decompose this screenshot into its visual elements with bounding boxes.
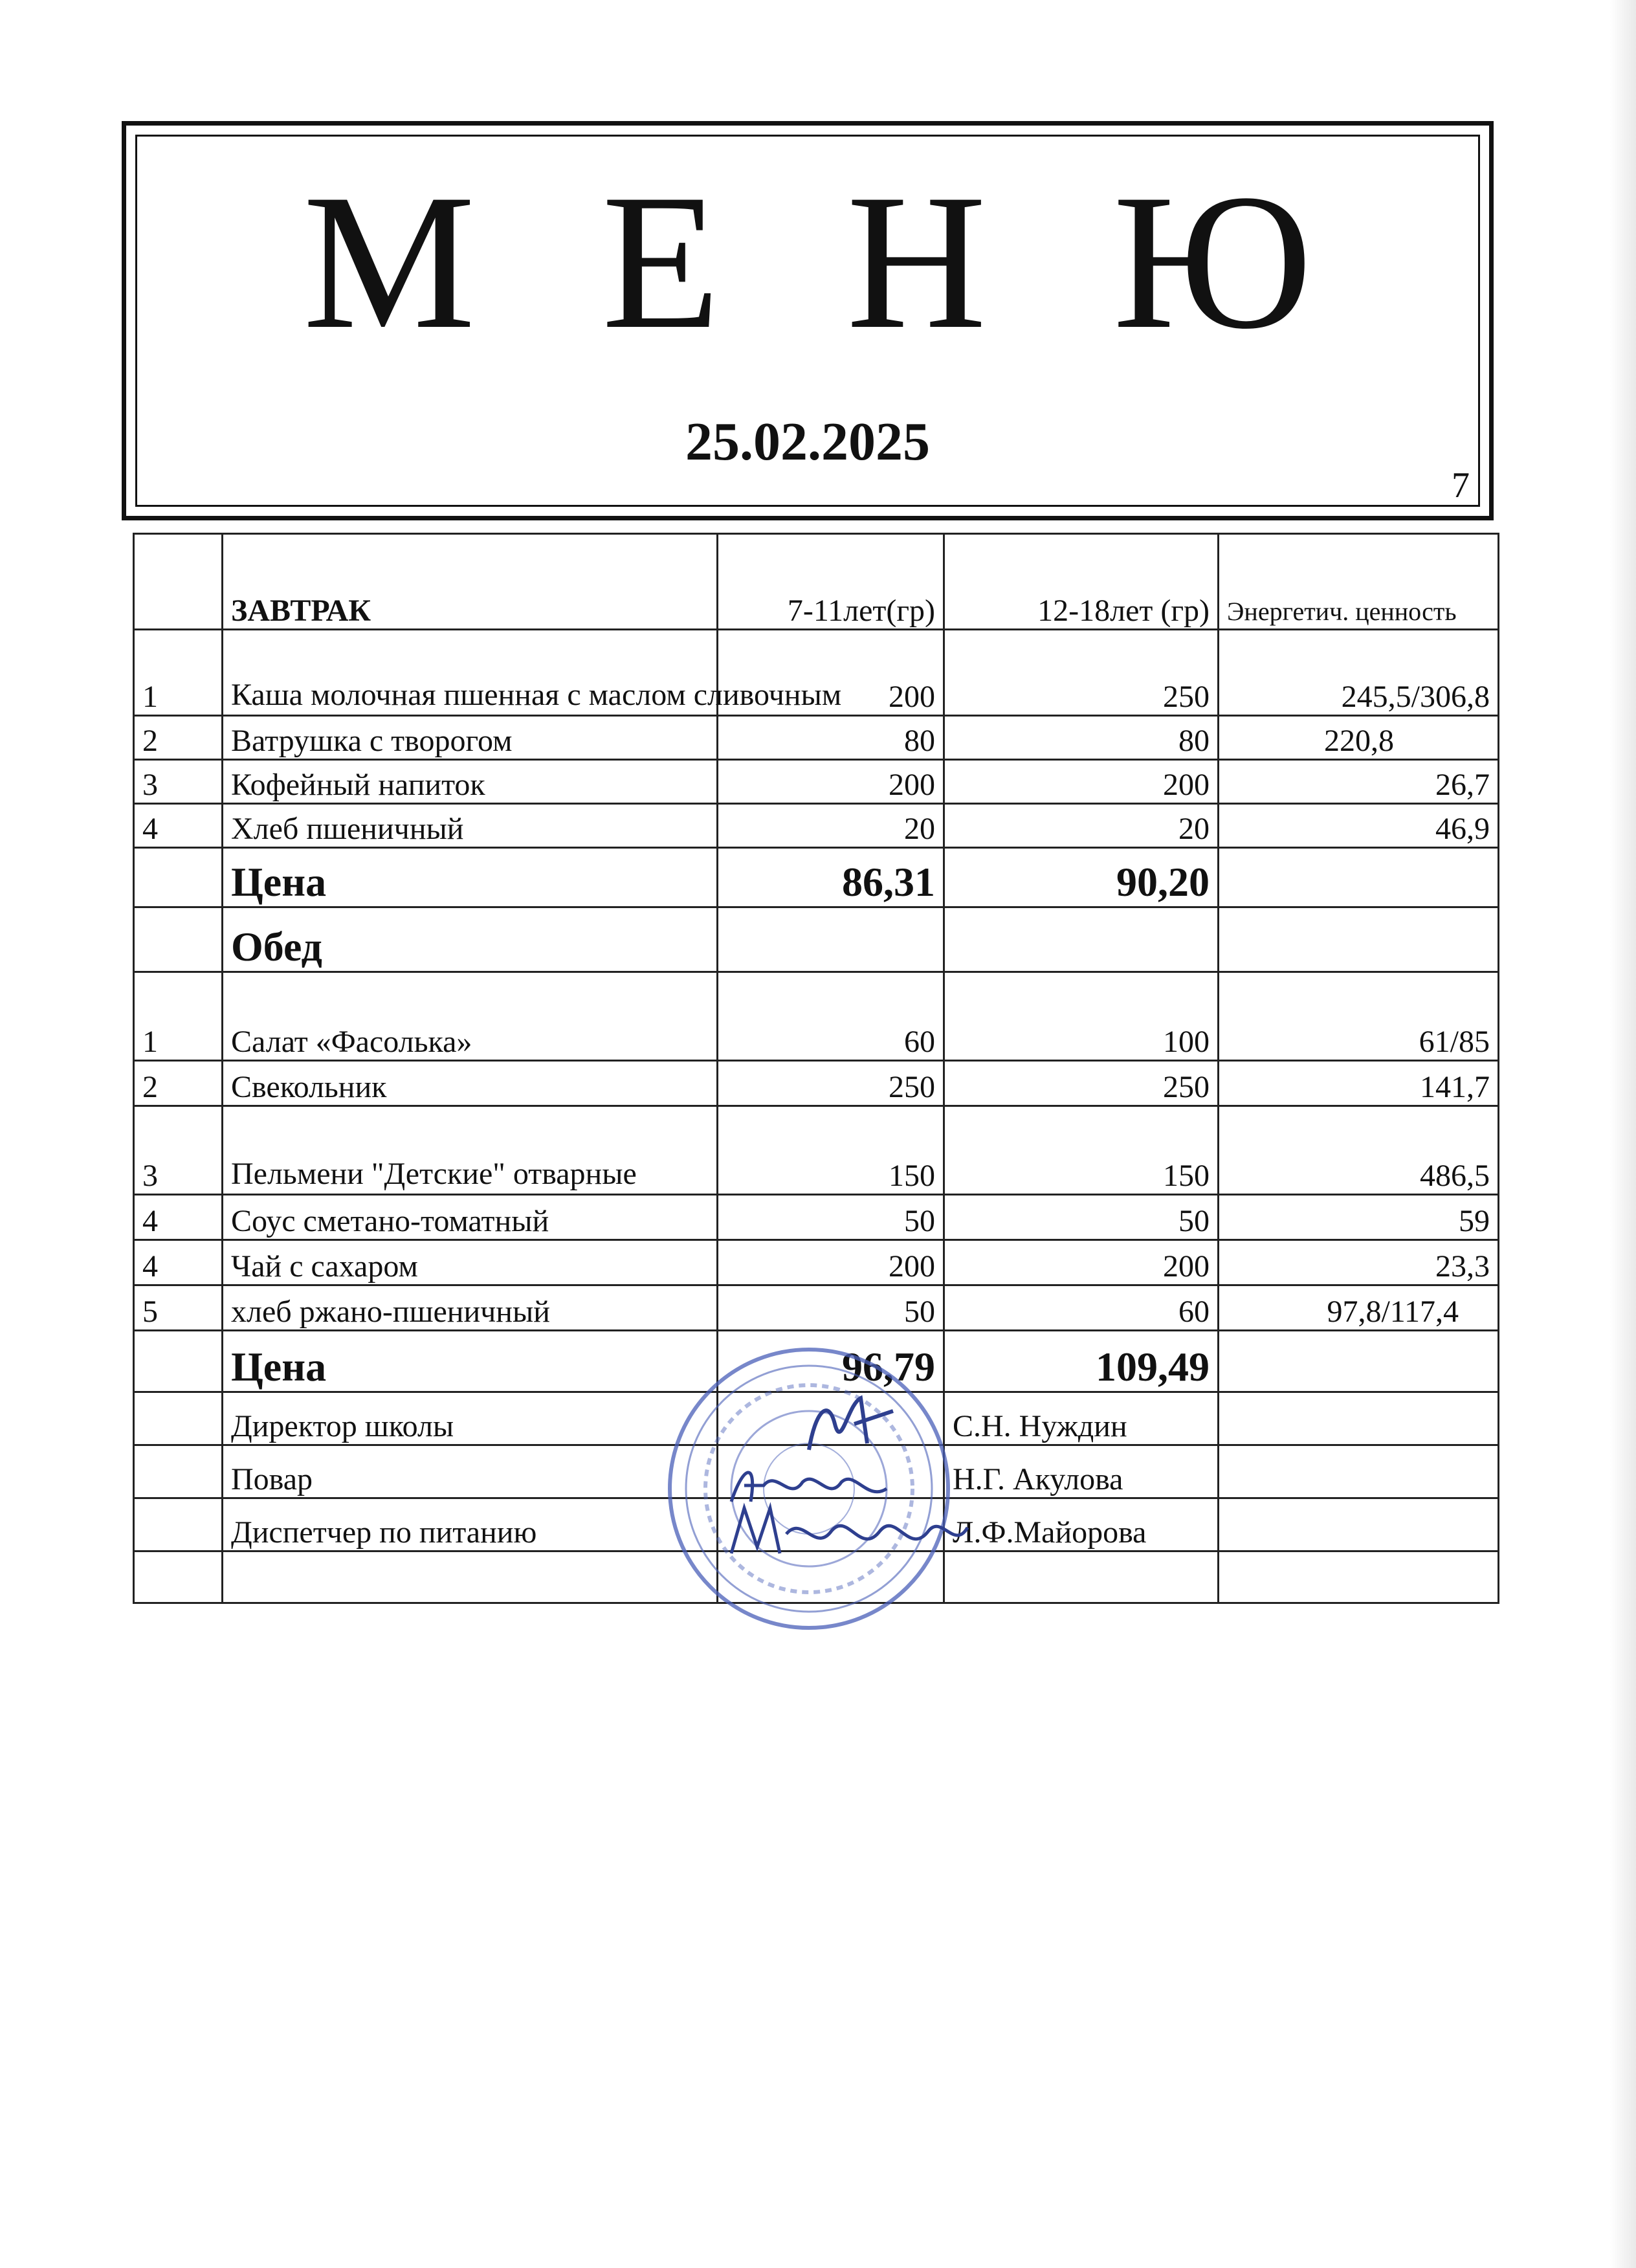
price-12-18: 109,49 bbox=[944, 1331, 1219, 1392]
dish-name: Кофейный напиток bbox=[223, 760, 718, 804]
table-row bbox=[134, 760, 1499, 804]
energy-value: 26,7 bbox=[1219, 760, 1499, 804]
empty-cell bbox=[223, 1551, 718, 1603]
row-number: 4 bbox=[134, 804, 223, 848]
portion-7-11: 250 bbox=[718, 1061, 944, 1106]
energy-value: 486,5 bbox=[1219, 1106, 1499, 1195]
menu-table bbox=[133, 533, 1499, 1604]
header-num-cell bbox=[134, 534, 223, 630]
table-row bbox=[134, 630, 1499, 716]
empty-cell bbox=[134, 1445, 223, 1498]
energy-value: 141,7 bbox=[1219, 1061, 1499, 1106]
row-number: 1 bbox=[134, 630, 223, 716]
portion-7-11: 50 bbox=[718, 1285, 944, 1331]
row-number: 5 bbox=[134, 1285, 223, 1331]
menu-date: 25.02.2025 bbox=[685, 412, 930, 472]
staff-row bbox=[134, 1445, 1499, 1498]
portion-7-11: 20 bbox=[718, 804, 944, 848]
empty-cell bbox=[1219, 1445, 1499, 1498]
table-row bbox=[134, 1285, 1499, 1331]
empty-cell bbox=[1219, 1551, 1499, 1603]
empty-cell bbox=[134, 1498, 223, 1551]
portion-7-11: 80 bbox=[718, 716, 944, 760]
price-label: Цена bbox=[223, 848, 718, 907]
portion-7-11: 60 bbox=[718, 972, 944, 1061]
empty-cell bbox=[134, 1551, 223, 1603]
empty-cell bbox=[1219, 1498, 1499, 1551]
empty-cell bbox=[718, 1551, 944, 1603]
empty-cell bbox=[1219, 848, 1499, 907]
empty-cell bbox=[1219, 1392, 1499, 1445]
table-row bbox=[134, 1106, 1499, 1195]
empty-cell bbox=[718, 907, 944, 972]
header-age-12-18: 12-18лет (гр) bbox=[944, 534, 1219, 630]
staff-row bbox=[134, 1392, 1499, 1445]
staff-role: Повар bbox=[223, 1445, 718, 1498]
portion-12-18: 250 bbox=[944, 630, 1219, 716]
energy-value: 97,8/117,4 bbox=[1219, 1285, 1499, 1331]
empty-cell bbox=[718, 1498, 944, 1551]
portion-12-18: 250 bbox=[944, 1061, 1219, 1106]
portion-7-11: 200 bbox=[718, 1240, 944, 1285]
portion-12-18: 200 bbox=[944, 760, 1219, 804]
dish-name: Каша молочная пшенная с маслом сливочным bbox=[223, 630, 718, 716]
lunch-price-row bbox=[134, 1331, 1499, 1392]
table-row bbox=[134, 972, 1499, 1061]
staff-name: Л.Ф.Майорова bbox=[944, 1498, 1219, 1551]
staff-name: Н.Г. Акулова bbox=[944, 1445, 1219, 1498]
table-row bbox=[134, 1195, 1499, 1240]
energy-value: 220,8 bbox=[1219, 716, 1499, 760]
empty-cell bbox=[1219, 907, 1499, 972]
portion-12-18: 50 bbox=[944, 1195, 1219, 1240]
row-number: 3 bbox=[134, 1106, 223, 1195]
lunch-title: Обед bbox=[223, 907, 718, 972]
portion-12-18: 20 bbox=[944, 804, 1219, 848]
empty-cell bbox=[944, 907, 1219, 972]
menu-title: М Е Н Ю bbox=[303, 154, 1351, 369]
portion-7-11: 50 bbox=[718, 1195, 944, 1240]
row-number: 2 bbox=[134, 716, 223, 760]
empty-cell bbox=[718, 1392, 944, 1445]
table-row bbox=[134, 1061, 1499, 1106]
price-7-11: 96,79 bbox=[718, 1331, 944, 1392]
dish-name: Чай с сахаром bbox=[223, 1240, 718, 1285]
empty-cell bbox=[134, 1331, 223, 1392]
dish-name: Пельмени "Детские" отварные bbox=[223, 1106, 718, 1195]
staff-role: Диспетчер по питанию bbox=[223, 1498, 718, 1551]
staff-role: Директор школы bbox=[223, 1392, 718, 1445]
energy-value: 61/85 bbox=[1219, 972, 1499, 1061]
price-7-11: 86,31 bbox=[718, 848, 944, 907]
empty-cell bbox=[134, 907, 223, 972]
energy-value: 23,3 bbox=[1219, 1240, 1499, 1285]
row-number: 3 bbox=[134, 760, 223, 804]
table-row bbox=[134, 804, 1499, 848]
dish-name: Свекольник bbox=[223, 1061, 718, 1106]
page-number: 7 bbox=[1452, 465, 1470, 506]
scan-edge-shadow bbox=[1610, 0, 1636, 2268]
price-12-18: 90,20 bbox=[944, 848, 1219, 907]
dish-name: Хлеб пшеничный bbox=[223, 804, 718, 848]
empty-cell bbox=[718, 1445, 944, 1498]
portion-12-18: 150 bbox=[944, 1106, 1219, 1195]
staff-row bbox=[134, 1498, 1499, 1551]
portion-7-11: 200 bbox=[718, 760, 944, 804]
empty-cell bbox=[1219, 1331, 1499, 1392]
portion-12-18: 60 bbox=[944, 1285, 1219, 1331]
lunch-section-row bbox=[134, 907, 1499, 972]
staff-name: С.Н. Нуждин bbox=[944, 1392, 1219, 1445]
portion-7-11: 150 bbox=[718, 1106, 944, 1195]
empty-cell bbox=[134, 1392, 223, 1445]
header-breakfast: ЗАВТРАК bbox=[223, 534, 718, 630]
energy-value: 59 bbox=[1219, 1195, 1499, 1240]
empty-cell bbox=[134, 848, 223, 907]
portion-12-18: 200 bbox=[944, 1240, 1219, 1285]
portion-7-11: 200 bbox=[718, 630, 944, 716]
dish-name: хлеб ржано-пшеничный bbox=[223, 1285, 718, 1331]
header-energy: Энергетич. ценность bbox=[1219, 534, 1499, 630]
portion-12-18: 100 bbox=[944, 972, 1219, 1061]
breakfast-price-row bbox=[134, 848, 1499, 907]
portion-12-18: 80 bbox=[944, 716, 1219, 760]
table-row bbox=[134, 716, 1499, 760]
empty-cell bbox=[944, 1551, 1219, 1603]
header-age-7-11: 7-11лет(гр) bbox=[718, 534, 944, 630]
price-label: Цена bbox=[223, 1331, 718, 1392]
dish-name: Ватрушка с творогом bbox=[223, 716, 718, 760]
row-number: 1 bbox=[134, 972, 223, 1061]
row-number: 2 bbox=[134, 1061, 223, 1106]
row-number: 4 bbox=[134, 1240, 223, 1285]
menu-header-box bbox=[122, 121, 1494, 520]
energy-value: 245,5/306,8 bbox=[1219, 630, 1499, 716]
table-row bbox=[134, 1240, 1499, 1285]
row-number: 4 bbox=[134, 1195, 223, 1240]
table-header-row bbox=[134, 534, 1499, 630]
empty-row bbox=[134, 1551, 1499, 1603]
energy-value: 46,9 bbox=[1219, 804, 1499, 848]
dish-name: Салат «Фасолька» bbox=[223, 972, 718, 1061]
dish-name: Соус сметано-томатный bbox=[223, 1195, 718, 1240]
